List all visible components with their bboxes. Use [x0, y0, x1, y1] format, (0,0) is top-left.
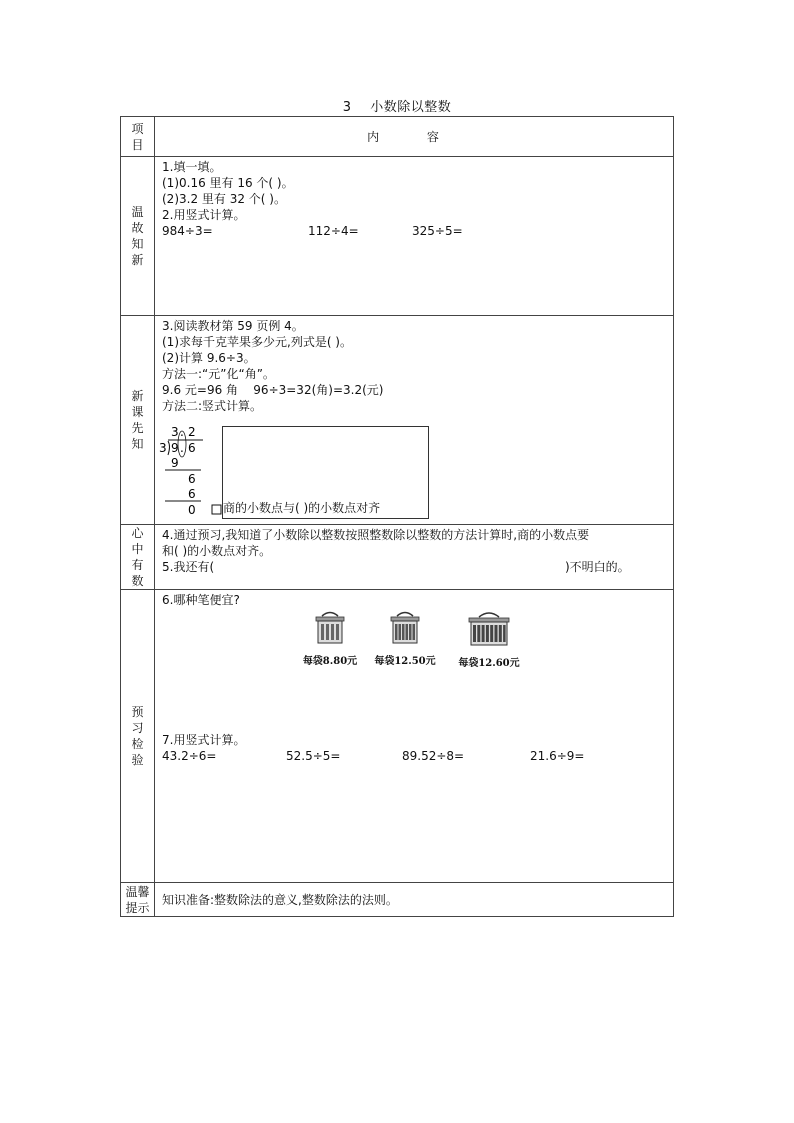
- check-q6: 6.哪种笔便宜?: [162, 593, 240, 607]
- pen-bag-2-icon: [387, 610, 423, 644]
- new-label: 新课先知: [131, 389, 144, 451]
- review-label-cell: [121, 157, 155, 316]
- mind-line-3-end: )不明白的。: [565, 560, 630, 574]
- quotient-digit-2: 2: [188, 425, 196, 439]
- new-line-1: 3.阅读教材第 59 页例 4。: [162, 319, 304, 333]
- quotient-point: .: [180, 425, 184, 439]
- division-bracket: [168, 441, 170, 455]
- review-line-3: (2)3.2 里有 32 个( )。: [162, 192, 286, 206]
- check-label: 预习检验: [131, 705, 144, 767]
- new-line-4: 方法一:“元”化“角”。: [162, 367, 275, 381]
- check-q7: 7.用竖式计算。: [162, 733, 246, 747]
- review-calc-line: [162, 223, 673, 239]
- pen-price-2: 每袋12.50元: [374, 656, 436, 667]
- check-row: [121, 590, 674, 883]
- mind-label-cell: [121, 525, 155, 590]
- pen-option-1: [290, 610, 370, 670]
- title-text: 小数除以整数: [370, 100, 452, 115]
- new-content-cell: [155, 316, 674, 525]
- worksheet-table: [120, 116, 674, 917]
- pen-option-2: [365, 610, 445, 670]
- review-row: [121, 157, 674, 316]
- tip-row: [121, 883, 674, 917]
- check-calc-line: [162, 748, 673, 764]
- dividend-point: .: [180, 441, 184, 455]
- step-4: 0: [188, 503, 196, 516]
- dividend-digit-1: 9: [171, 441, 179, 455]
- mind-label: 心中有数: [131, 526, 144, 588]
- tip-label: 温馨提示: [125, 884, 150, 915]
- pen-bag-1-icon: [312, 610, 348, 644]
- check-calc-4: 21.6÷9=: [530, 749, 585, 763]
- header-item-cell: [121, 117, 155, 157]
- header-row: [121, 117, 674, 157]
- divisor: 3: [159, 441, 167, 455]
- tip-content-cell: 知识准备:整数除法的意义,整数除法的法则。: [155, 883, 674, 917]
- check-calc-1: 43.2÷6=: [162, 749, 217, 763]
- page-title: [0, 96, 794, 115]
- mind-line-2: 和( )的小数点对齐。: [162, 544, 272, 558]
- check-label-cell: [121, 590, 155, 883]
- review-label: 温故知新: [131, 205, 144, 267]
- review-calc-1: 984÷3=: [162, 224, 213, 238]
- mind-content-cell: [155, 525, 674, 590]
- mind-row: [121, 525, 674, 590]
- note-box: [222, 426, 429, 519]
- new-line-6: 方法二:竖式计算。: [162, 399, 263, 413]
- step-1: 9: [171, 456, 179, 470]
- review-calc-3: 325÷5=: [412, 224, 463, 238]
- new-line-5: 9.6 元=96 角 96÷3=32(角)=3.2(元): [162, 383, 384, 397]
- new-row: [121, 316, 674, 525]
- check-calc-2: 52.5÷5=: [286, 749, 341, 763]
- pen-options: [155, 610, 673, 680]
- mind-line-1: 4.通过预习,我知道了小数除以整数按照整数除以整数的方法计算时,商的小数点要: [162, 528, 590, 542]
- mind-line-3-start: 5.我还有(: [162, 560, 215, 574]
- header-item-label: 项目: [131, 121, 144, 152]
- note-text: 商的小数点与( )的小数点对齐: [223, 501, 381, 515]
- title-number: 3: [342, 100, 352, 115]
- mind-line-3: [162, 559, 673, 575]
- review-line-1: 1.填一填。: [162, 160, 222, 174]
- new-line-3: (2)计算 9.6÷3。: [162, 351, 256, 365]
- review-line-2: (1)0.16 里有 16 个( )。: [162, 176, 294, 190]
- new-label-cell: [121, 316, 155, 525]
- tip-label-cell: [121, 883, 155, 917]
- review-line-4: 2.用竖式计算。: [162, 208, 246, 222]
- dividend-digit-2: 6: [188, 441, 196, 455]
- pen-price-3: 每袋12.60元: [458, 658, 520, 669]
- small-square-marker: [212, 505, 221, 514]
- quotient-digit-1: 3: [171, 425, 179, 439]
- step-3: 6: [188, 487, 196, 501]
- pen-bag-3-icon: [466, 610, 512, 646]
- header-content-cell: 内 容: [155, 117, 674, 157]
- new-line-2: (1)求每千克苹果多少元,列式是( )。: [162, 335, 352, 349]
- review-calc-2: 112÷4=: [308, 224, 359, 238]
- long-division-figure: [159, 424, 223, 516]
- check-calc-3: 89.52÷8=: [402, 749, 465, 763]
- review-content-cell: [155, 157, 674, 316]
- pen-option-3: [449, 610, 529, 672]
- check-content-cell: [155, 590, 674, 883]
- pen-price-1: 每袋8.80元: [302, 656, 358, 667]
- step-2: 6: [188, 472, 196, 486]
